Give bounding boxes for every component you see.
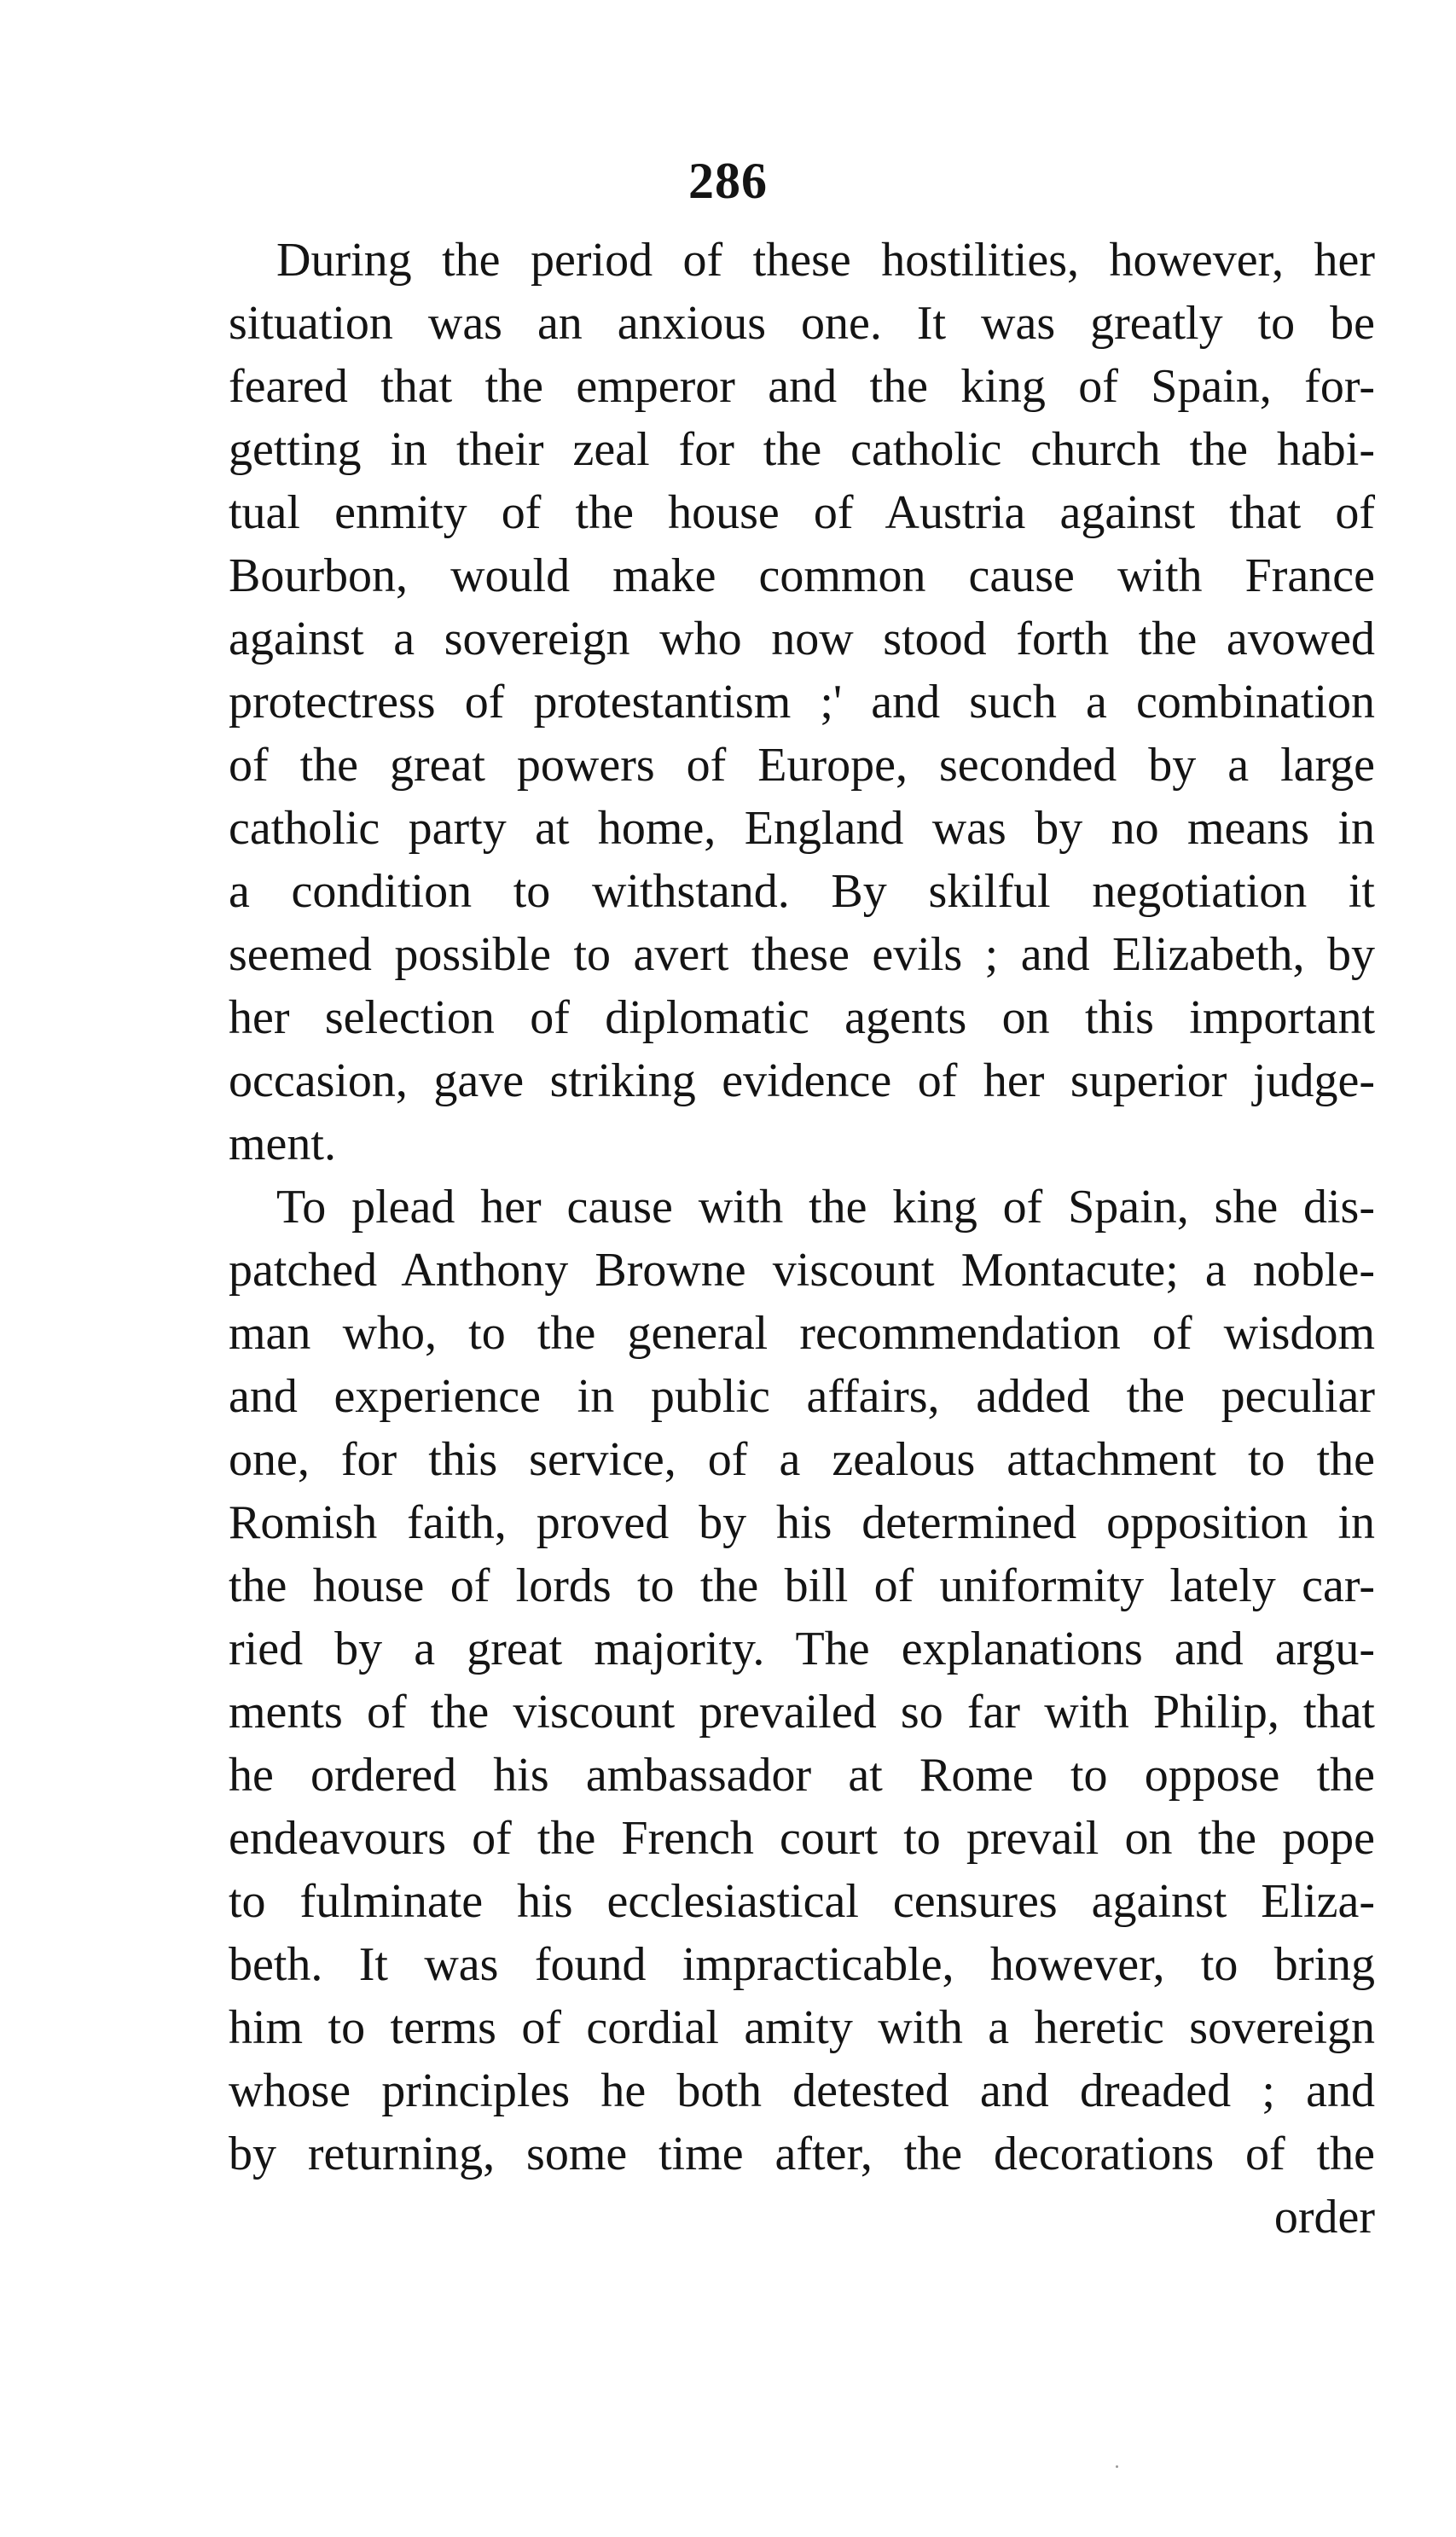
text-line: one, for this service, of a zealous attachment to the: [229, 1433, 1375, 1486]
text-line: To plead her cause with the king of Spain, she dis-: [276, 1181, 1375, 1234]
text-line: feared that the emperor and the king of Spain, for-: [229, 360, 1375, 413]
text-line: Bourbon, would make common cause with France: [229, 549, 1375, 602]
page-number: 286: [688, 153, 768, 209]
text-line: beth. It was found impracticable, however, to bring: [229, 1938, 1375, 1991]
text-line: tual enmity of the house of Austria against that of: [229, 486, 1375, 539]
text-line: ments of the viscount prevailed so far with Philip, that: [229, 1686, 1375, 1739]
text-line: ried by a great majority. The explanations and argu-: [229, 1623, 1375, 1675]
print-speck: [1116, 2465, 1118, 2468]
text-line: situation was an anxious one. It was greatly to be: [229, 297, 1375, 350]
text-line: protectress of protestantism ;' and such a combination: [229, 676, 1375, 729]
text-line: to fulminate his ecclesiastical censures against Eliza-: [229, 1875, 1375, 1928]
text-line: endeavours of the French court to prevail on the pope: [229, 1812, 1375, 1865]
text-line: Romish faith, proved by his determined opposition in: [229, 1496, 1375, 1549]
text-line: whose principles he both detested and dreaded ; and: [229, 2064, 1375, 2117]
text-line: a condition to withstand. By skilful negotiation it: [229, 865, 1375, 918]
text-line: man who, to the general recommendation of wisdom: [229, 1307, 1375, 1360]
text-line: catholic party at home, England was by no means in: [229, 802, 1375, 855]
text-line: During the period of these hostilities, however, her: [276, 234, 1375, 287]
text-line: patched Anthony Browne viscount Montacute; a noble-: [229, 1244, 1375, 1297]
text-line: getting in their zeal for the catholic church the habi-: [229, 423, 1375, 476]
text-line: by returning, some time after, the decorations of the: [229, 2128, 1375, 2180]
text-line: him to terms of cordial amity with a heretic sovereign: [229, 2001, 1375, 2054]
text-line: of the great powers of Europe, seconded by a large: [229, 739, 1375, 792]
text-line: and experience in public affairs, added the peculiar: [229, 1370, 1375, 1423]
body-text: [229, 229, 1375, 2249]
text-line: ment.: [229, 1118, 336, 1170]
text-line: the house of lords to the bill of uniformity lately car-: [229, 1559, 1375, 1612]
text-line: occasion, gave striking evidence of her superior judge-: [229, 1054, 1375, 1107]
text-line: seemed possible to avert these evils ; and Elizabeth, by: [229, 928, 1375, 981]
catchword: order: [1273, 2191, 1375, 2244]
text-line: he ordered his ambassador at Rome to oppose the: [229, 1749, 1375, 1802]
text-line: her selection of diplomatic agents on this important: [229, 991, 1375, 1044]
text-line: against a sovereign who now stood forth the avowed: [229, 612, 1375, 665]
